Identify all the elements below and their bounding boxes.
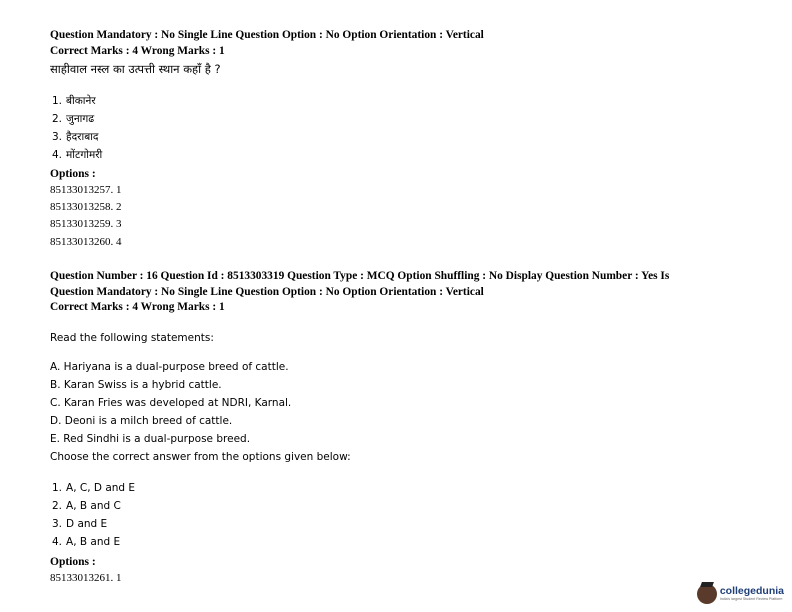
instruction-text: Choose the correct answer from the options given below: [50, 451, 351, 463]
option-text: जुनागढ [66, 113, 95, 125]
logo-tagline: India's largest Student Review Platform [719, 597, 783, 601]
question-intro: Read the following statements: [50, 332, 214, 344]
option-text: A, B and E [66, 536, 121, 548]
statement-item: D. Deoni is a milch breed of cattle. [50, 415, 233, 427]
option-id: 85133013261. 1 [50, 572, 122, 584]
option-number: 3. [52, 518, 63, 530]
option-number: 2. [52, 500, 63, 512]
option-text: बीकानेर [66, 95, 96, 107]
option-number: 1. [52, 95, 63, 107]
question-text: साहीवाल नस्ल का उत्पत्ती स्थान कहाँ है ? [50, 62, 221, 76]
option-text: A, B and C [66, 500, 121, 512]
collegedunia-logo [697, 584, 784, 604]
statement-item: B. Karan Swiss is a hybrid cattle. [50, 379, 222, 391]
statement-item: E. Red Sindhi is a dual-purpose breed. [50, 433, 251, 445]
statements-list [50, 358, 351, 466]
question-15-options [52, 92, 102, 164]
option-item [52, 146, 102, 164]
marks-line: Correct Marks : 4 Wrong Marks : 1 [50, 44, 225, 57]
option-id: 85133013260. 4 [50, 235, 122, 248]
option-item [52, 515, 135, 533]
question-16-meta [50, 269, 770, 316]
option-number: 1. [52, 482, 63, 494]
option-number: 4. [52, 536, 63, 548]
option-id: 85133013259. 3 [50, 218, 122, 231]
option-id: 85133013258. 2 [50, 201, 122, 214]
option-text: हैदराबाद [66, 131, 99, 143]
statement-item: A. Hariyana is a dual-purpose breed of cattle. [50, 361, 289, 373]
question-16-options [52, 479, 135, 551]
option-item [52, 479, 135, 497]
question-15-block [50, 28, 770, 78]
options-heading: Options : [50, 168, 96, 180]
marks-line: Correct Marks : 4 Wrong Marks : 1 [50, 301, 225, 313]
question-16-option-ids [50, 554, 122, 587]
option-number: 3. [52, 131, 63, 143]
statement-item: C. Karan Fries was developed at NDRI, Karnal. [50, 397, 292, 409]
option-number: 2. [52, 113, 63, 125]
option-id: 85133013257. 1 [50, 184, 122, 196]
option-item [52, 92, 102, 110]
option-item [52, 533, 135, 551]
question-meta-line: Question Number : 16 Question Id : 8513303319 Question Type : MCQ Option Shuffling : No Display Question Number : Yes Is [50, 270, 670, 282]
question-meta-line: Question Mandatory : No Single Line Question Option : No Option Orientation : Vertical [50, 285, 484, 298]
option-item [52, 128, 102, 146]
logo-name: collegedunia [719, 585, 784, 597]
option-item [52, 110, 102, 128]
question-meta-line: Question Mandatory : No Single Line Question Option : No Option Orientation : Vertical [50, 29, 484, 41]
option-text: मोंटगोमरी [66, 149, 103, 161]
option-text: D and E [66, 518, 108, 530]
options-heading: Options : [50, 556, 96, 568]
option-text: A, C, D and E [66, 482, 136, 494]
option-item [52, 497, 135, 515]
graduate-icon [697, 584, 717, 604]
question-15-option-ids [50, 166, 122, 251]
option-number: 4. [52, 149, 63, 161]
